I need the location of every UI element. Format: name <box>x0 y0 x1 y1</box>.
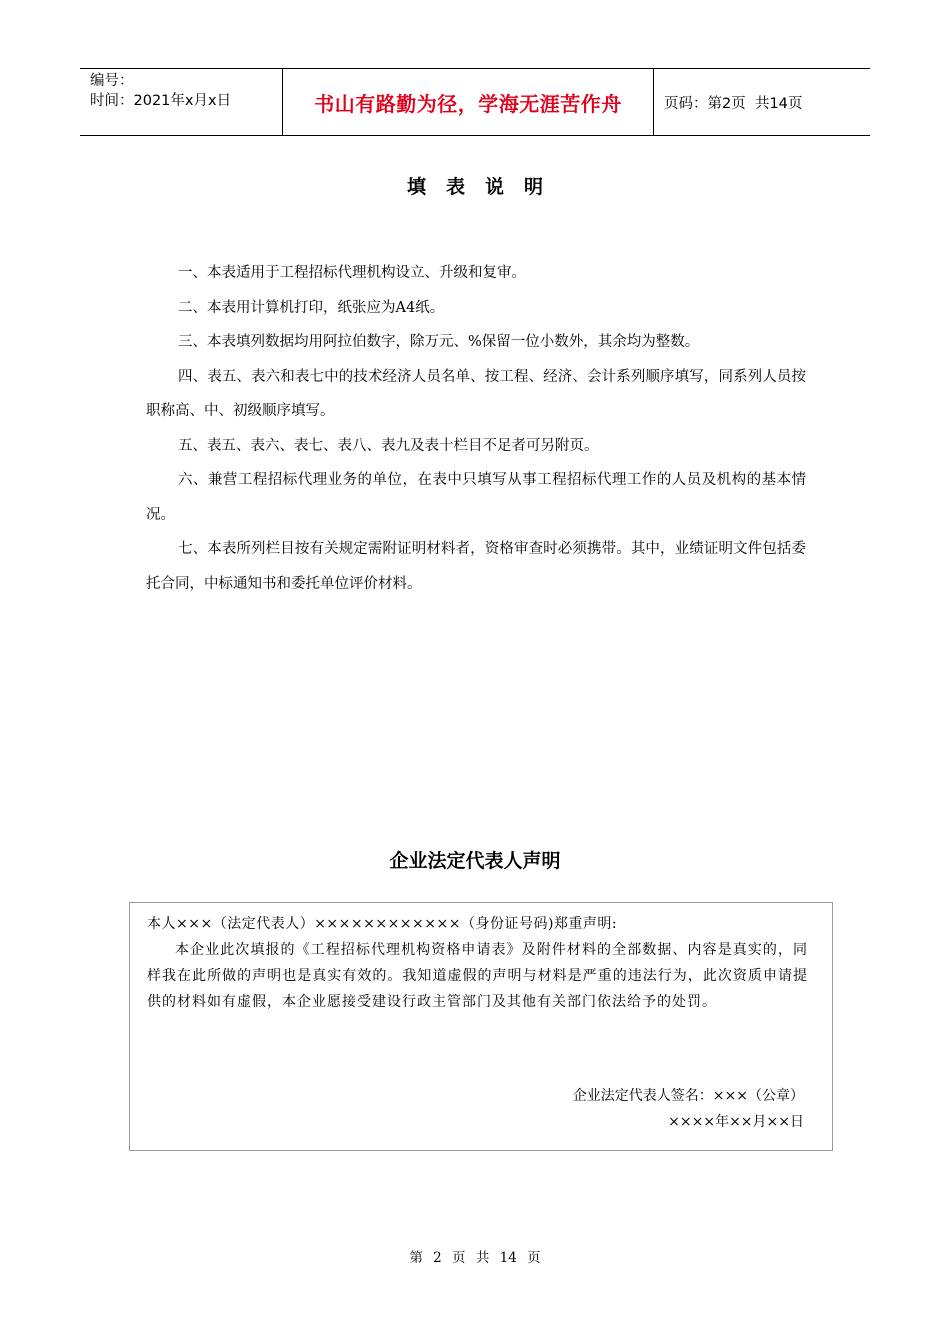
instruction-item: 三、本表填列数据均用阿拉伯数字，除万元、%保留一位小数外，其余均为整数。 <box>178 334 700 350</box>
declaration-date: ××××年××月××日 <box>668 1114 804 1130</box>
page-info-text: 页码：第2页 共14页 <box>664 95 803 112</box>
declaration-signature: 企业法定代表人签名：×××（公章） <box>572 1088 804 1104</box>
instruction-item: 五、表五、表六、表七、表八、表九及表十栏目不足者可另附页。 <box>178 437 599 454</box>
instruction-item: 一、本表适用于工程招标代理机构设立、升级和复审。 <box>178 265 526 281</box>
instructions-list <box>146 256 806 601</box>
motto-text: 书山有路勤为径，学海无涯苦作舟 <box>314 91 622 116</box>
page-title: 填表说明 <box>406 176 563 198</box>
instruction-item: 二、本表用计算机打印，纸张应为A4纸。 <box>178 299 445 316</box>
header-meta <box>80 69 282 135</box>
declaration-box <box>129 902 833 1151</box>
declaration-intro: 本人×××（法定代表人）××××××××××××（身份证号码)郑重声明: <box>147 916 618 932</box>
header-page-info <box>654 69 870 135</box>
instruction-item: 四、表五、表六和表七中的技术经济人员名单、按工程、经济、会计系列顺序填写，同系列人员按职称高、中、初级顺序填写。 <box>146 368 806 419</box>
declaration-signature-block <box>573 1083 804 1135</box>
declaration-body: 本企业此次填报的《工程招标代理机构资格申请表》及附件材料的全部数据、内容是真实的，同样我在此所做的声明也是真实有效的。我知道虚假的声明与材料是严重的违法行为，此次资质申请提供的材料如有虚假，本企业愿接受建设行政主管部门及其他有关部门依法给予的处罚。 <box>147 942 808 1010</box>
declaration-title: 企业法定代表人声明 <box>389 850 561 872</box>
instruction-item: 七、本表所列栏目按有关规定需附证明材料者，资格审查时必须携带。其中，业绩证明文件包括委托合同，中标通知书和委托单位评价材料。 <box>146 541 806 592</box>
header-motto <box>282 69 654 135</box>
page-footer: 第 2 页 共 14 页 <box>409 1250 541 1266</box>
instruction-item: 六、兼营工程招标代理业务的单位，在表中只填写从事工程招标代理工作的人员及机构的基本情况。 <box>146 472 806 523</box>
page-header <box>80 68 870 136</box>
document-time-label: 时间：2021年x月x日 <box>90 93 232 109</box>
document-number-label: 编号： <box>90 73 134 89</box>
